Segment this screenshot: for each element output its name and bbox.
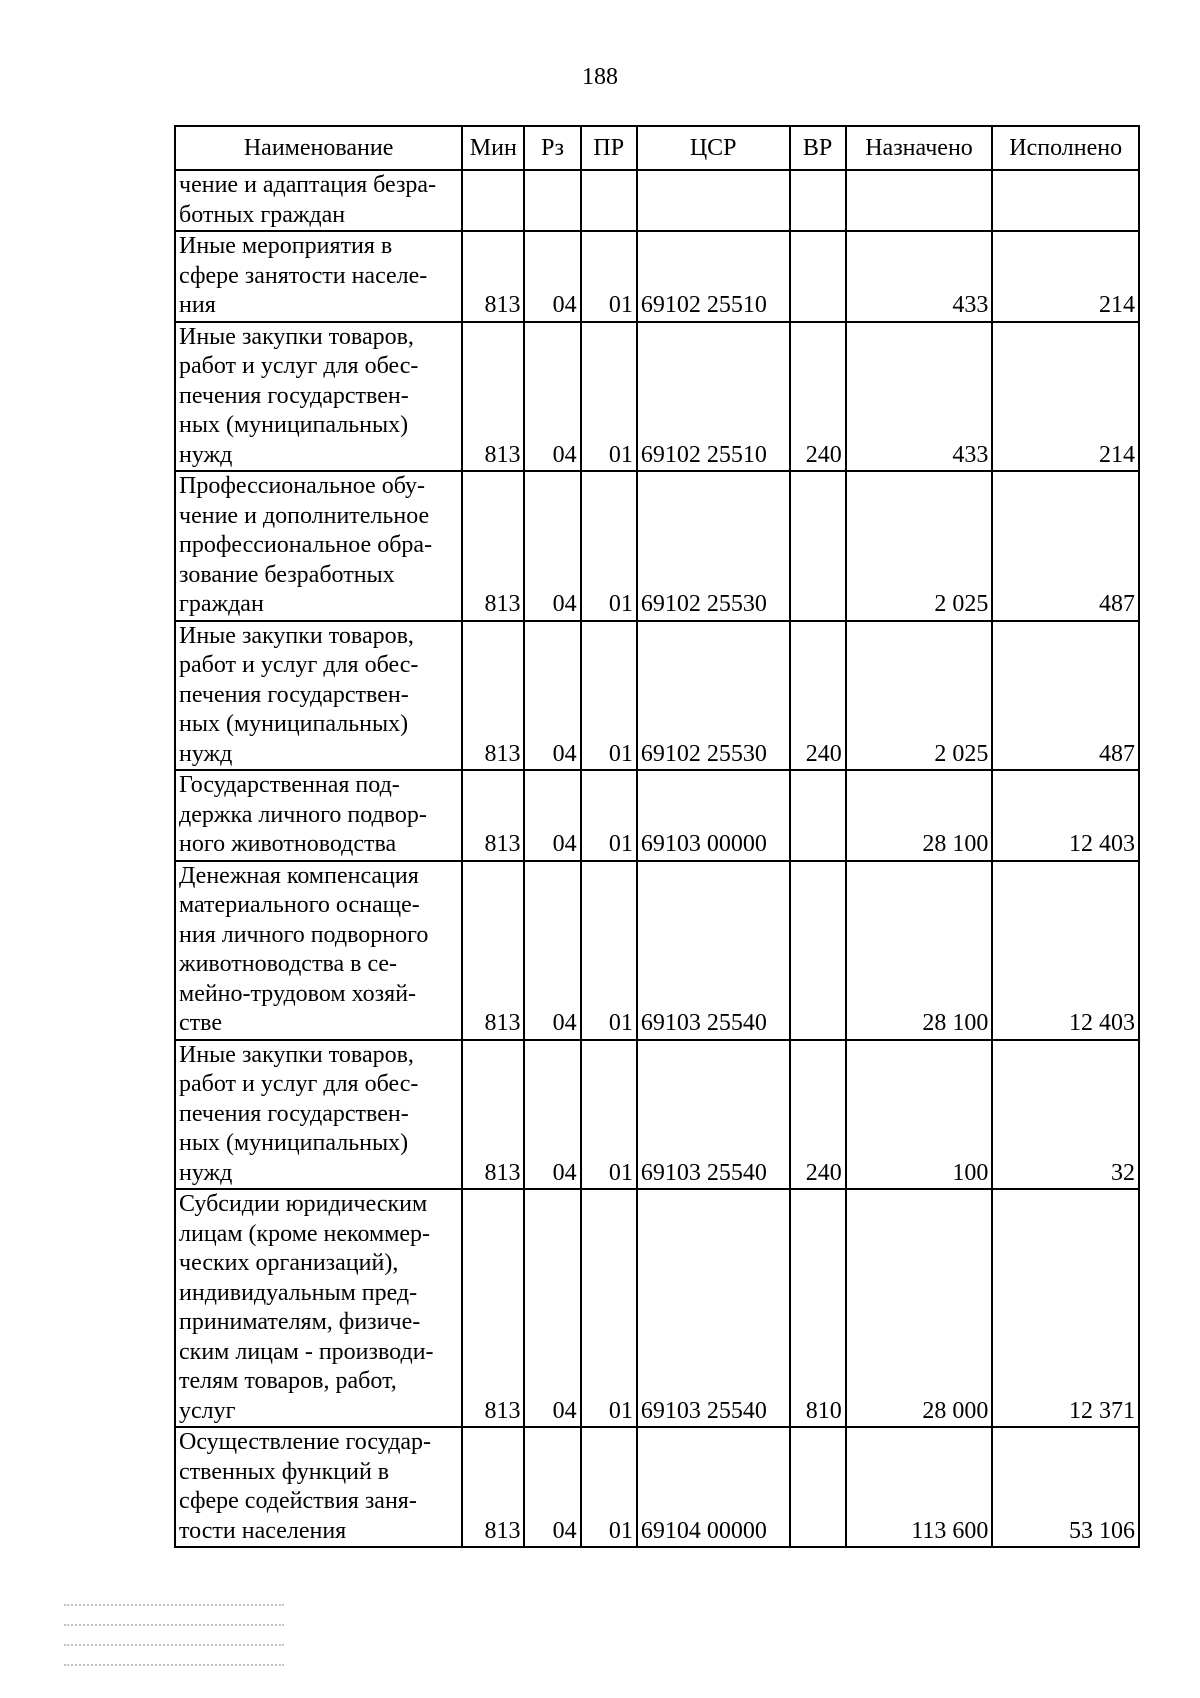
cell-csr: 69103 00000: [637, 770, 790, 861]
cell-csr: 69102 25530: [637, 471, 790, 621]
cell-csr: 69102 25510: [637, 322, 790, 472]
cell-name: Государственная под- держка личного подвор- ного животноводства: [175, 770, 462, 861]
cell-rz: 04: [524, 770, 580, 861]
cell-rz: 04: [524, 322, 580, 472]
table-row: [175, 322, 1139, 472]
cell-assigned: 28 000: [846, 1189, 993, 1427]
cell-assigned: 100: [846, 1040, 993, 1190]
cell-executed: 12 403: [992, 861, 1139, 1040]
cell-executed: 32: [992, 1040, 1139, 1190]
cell-executed: 214: [992, 231, 1139, 322]
cell-vr: [790, 231, 846, 322]
table-row: [175, 1427, 1139, 1547]
table-header-row: [175, 126, 1139, 170]
cell-pr: [581, 170, 637, 231]
cell-rz: [524, 170, 580, 231]
cell-vr: [790, 861, 846, 1040]
cell-rz: 04: [524, 1427, 580, 1547]
col-header-name: Наименование: [175, 126, 462, 170]
cell-csr: 69103 25540: [637, 1189, 790, 1427]
col-header-assigned: Назначено: [846, 126, 993, 170]
cell-executed: 214: [992, 322, 1139, 472]
cell-name: Денежная компенсация материального оснаще- ния личного подворного животноводства в се- мейно-трудовом хозяй- стве: [175, 861, 462, 1040]
page-number: 188: [582, 64, 618, 90]
col-header-min: Мин: [462, 126, 524, 170]
cell-vr: 810: [790, 1189, 846, 1427]
cell-min: 813: [462, 861, 524, 1040]
cell-vr: [790, 1427, 846, 1547]
scan-stamp-noise: [64, 1604, 284, 1676]
cell-executed: 487: [992, 471, 1139, 621]
cell-rz: 04: [524, 621, 580, 771]
cell-pr: 01: [581, 770, 637, 861]
cell-name: Осуществление государ- ственных функций в сфере содействия заня- тости населения: [175, 1427, 462, 1547]
cell-executed: 12 371: [992, 1189, 1139, 1427]
cell-vr: 240: [790, 322, 846, 472]
col-header-rz: Рз: [524, 126, 580, 170]
cell-assigned: [846, 170, 993, 231]
cell-rz: 04: [524, 1189, 580, 1427]
table-row: [175, 621, 1139, 771]
cell-assigned: 433: [846, 322, 993, 472]
cell-rz: 04: [524, 231, 580, 322]
cell-rz: 04: [524, 1040, 580, 1190]
table-row: [175, 1040, 1139, 1190]
col-header-vr: ВР: [790, 126, 846, 170]
cell-vr: [790, 170, 846, 231]
cell-csr: 69104 00000: [637, 1427, 790, 1547]
cell-vr: 240: [790, 621, 846, 771]
cell-csr: [637, 170, 790, 231]
table-row: [175, 471, 1139, 621]
cell-executed: 12 403: [992, 770, 1139, 861]
cell-pr: 01: [581, 1189, 637, 1427]
table-body: [175, 170, 1139, 1547]
cell-min: 813: [462, 770, 524, 861]
col-header-pr: ПР: [581, 126, 637, 170]
cell-name: Субсидии юридическим лицам (кроме некоммер- ческих организаций), индивидуальным пред- принимателям, физиче- ским лицам - производи- телям товаров, работ, услуг: [175, 1189, 462, 1427]
cell-vr: [790, 471, 846, 621]
cell-min: 813: [462, 471, 524, 621]
cell-min: 813: [462, 1040, 524, 1190]
cell-pr: 01: [581, 1427, 637, 1547]
cell-min: 813: [462, 1427, 524, 1547]
cell-pr: 01: [581, 621, 637, 771]
cell-assigned: 28 100: [846, 770, 993, 861]
cell-assigned: 28 100: [846, 861, 993, 1040]
cell-pr: 01: [581, 1040, 637, 1190]
cell-assigned: 433: [846, 231, 993, 322]
table-row: [175, 170, 1139, 231]
cell-executed: 53 106: [992, 1427, 1139, 1547]
cell-csr: 69102 25510: [637, 231, 790, 322]
cell-min: 813: [462, 1189, 524, 1427]
cell-csr: 69103 25540: [637, 1040, 790, 1190]
cell-pr: 01: [581, 471, 637, 621]
cell-name: чение и адаптация безра- ботных граждан: [175, 170, 462, 231]
cell-csr: 69102 25530: [637, 621, 790, 771]
cell-name: Профессиональное обу- чение и дополнительное профессиональное обра- зование безработных граждан: [175, 471, 462, 621]
cell-vr: 240: [790, 1040, 846, 1190]
cell-name: Иные закупки товаров, работ и услуг для обес- печения государствен- ных (муниципальных) нужд: [175, 322, 462, 472]
cell-assigned: 2 025: [846, 471, 993, 621]
cell-name: Иные мероприятия в сфере занятости населе- ния: [175, 231, 462, 322]
cell-pr: 01: [581, 231, 637, 322]
cell-csr: 69103 25540: [637, 861, 790, 1040]
table-row: [175, 861, 1139, 1040]
table-row: [175, 1189, 1139, 1427]
col-header-executed: Исполнено: [992, 126, 1139, 170]
col-header-csr: ЦСР: [637, 126, 790, 170]
cell-name: Иные закупки товаров, работ и услуг для обес- печения государствен- ных (муниципальных) нужд: [175, 1040, 462, 1190]
cell-vr: [790, 770, 846, 861]
cell-name: Иные закупки товаров, работ и услуг для обес- печения государствен- ных (муниципальных) нужд: [175, 621, 462, 771]
cell-min: 813: [462, 322, 524, 472]
table-row: [175, 231, 1139, 322]
table-row: [175, 770, 1139, 861]
cell-min: 813: [462, 621, 524, 771]
cell-rz: 04: [524, 861, 580, 1040]
cell-min: 813: [462, 231, 524, 322]
cell-pr: 01: [581, 322, 637, 472]
cell-executed: [992, 170, 1139, 231]
budget-table: [174, 125, 1140, 1548]
cell-pr: 01: [581, 861, 637, 1040]
cell-rz: 04: [524, 471, 580, 621]
cell-min: [462, 170, 524, 231]
cell-assigned: 113 600: [846, 1427, 993, 1547]
cell-assigned: 2 025: [846, 621, 993, 771]
cell-executed: 487: [992, 621, 1139, 771]
